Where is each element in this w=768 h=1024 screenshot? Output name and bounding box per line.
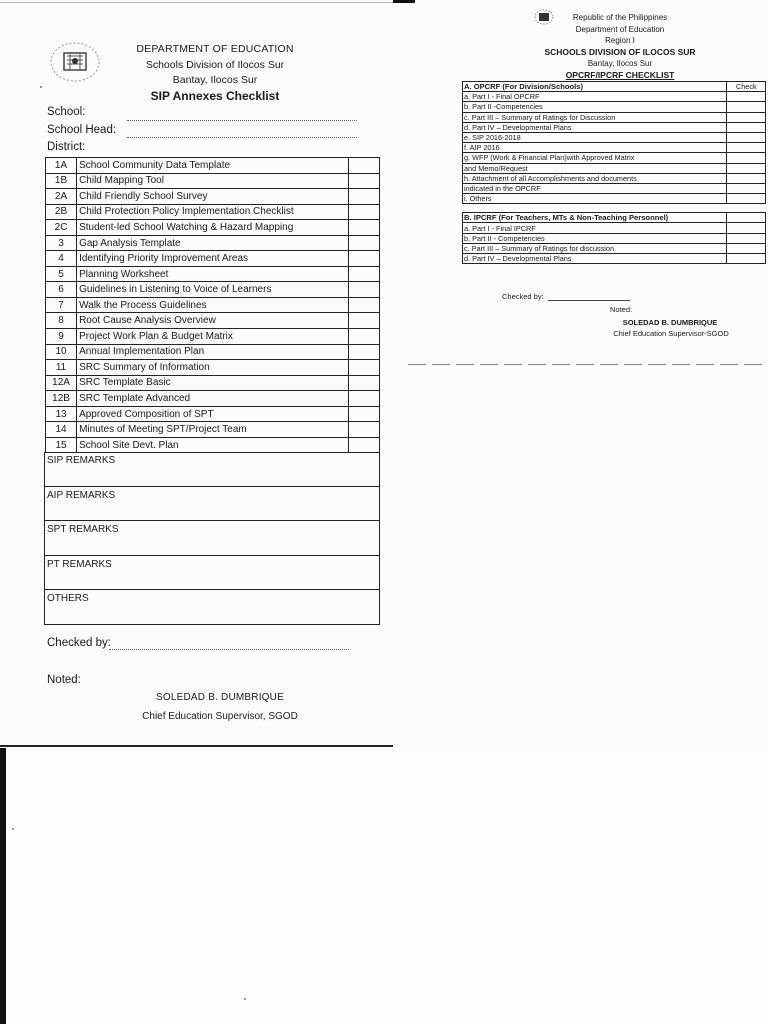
check-cell[interactable] xyxy=(726,132,765,142)
check-cell[interactable] xyxy=(726,143,765,153)
annex-check-cell[interactable] xyxy=(348,297,379,313)
region-name: Region I xyxy=(605,36,635,45)
check-cell[interactable] xyxy=(726,223,765,233)
annex-check-cell[interactable] xyxy=(348,282,379,298)
remarks-box xyxy=(44,521,380,556)
school-head-field xyxy=(47,124,116,136)
annex-code: 2B xyxy=(46,204,77,220)
annex-label: Root Cause Analysis Overview xyxy=(77,313,349,329)
annex-check-cell[interactable] xyxy=(348,204,379,220)
annex-label: School Community Data Template xyxy=(77,158,349,174)
annex-label: Child Friendly School Survey xyxy=(77,189,349,205)
annex-row xyxy=(46,158,380,174)
checklist-item: d. Part IV – Developmental Plans xyxy=(463,122,727,132)
annex-row xyxy=(46,313,380,329)
checklist-row xyxy=(463,173,766,183)
annex-check-cell[interactable] xyxy=(348,406,379,422)
section-gap xyxy=(463,204,766,213)
checklist-row xyxy=(463,143,766,153)
checklist-row xyxy=(463,153,766,163)
checklist-item: d. Part IV – Developmental Plans xyxy=(463,254,727,264)
school-head-label: School Head: xyxy=(47,124,117,136)
checklist-item: and Memo/Request xyxy=(463,163,727,173)
section-title: B. IPCRF (For Teachers, MTs & Non-Teaching Personnel) xyxy=(463,213,727,223)
annex-check-cell[interactable] xyxy=(348,251,379,267)
check-cell[interactable] xyxy=(726,122,765,132)
annex-check-cell[interactable] xyxy=(348,437,379,453)
annex-row xyxy=(46,266,380,282)
checked-by-line xyxy=(109,649,349,650)
annex-code: 1B xyxy=(46,173,77,189)
check-cell[interactable] xyxy=(726,163,765,173)
check-cell[interactable] xyxy=(726,173,765,183)
annex-code: 7 xyxy=(46,297,77,313)
annex-check-cell[interactable] xyxy=(348,220,379,236)
annex-row xyxy=(46,391,380,407)
checklist-item: e. SIP 2016-2018 xyxy=(463,132,727,142)
check-cell[interactable] xyxy=(726,233,765,243)
annex-code: 2A xyxy=(46,189,77,205)
check-cell[interactable] xyxy=(726,243,765,253)
annex-check-cell[interactable] xyxy=(348,344,379,360)
annex-check-cell[interactable] xyxy=(348,189,379,205)
page-cut-line xyxy=(408,364,768,365)
noted-label: Noted: xyxy=(47,674,81,686)
annex-label: Identifying Priority Improvement Areas xyxy=(77,251,349,267)
annex-label: Approved Composition of SPT xyxy=(77,406,349,422)
check-cell[interactable] xyxy=(726,92,765,102)
annex-code: 3 xyxy=(46,235,77,251)
division-location: Bantay, Ilocos Sur xyxy=(172,74,258,86)
checklist-row xyxy=(463,132,766,142)
checklist-row xyxy=(463,112,766,122)
signatory-name: SOLEDAD B. DUMBRIQUE xyxy=(622,318,718,327)
check-cell: Check xyxy=(726,82,765,92)
school-line xyxy=(127,120,357,121)
checked-by-label: Checked by: xyxy=(502,292,544,301)
remarks-section xyxy=(44,452,380,625)
section-row xyxy=(463,213,766,223)
check-cell[interactable] xyxy=(726,254,765,264)
district-label: District: xyxy=(47,141,86,153)
deped-seal-icon xyxy=(48,40,102,84)
annex-label: Gap Analysis Template xyxy=(77,235,349,251)
checked-by xyxy=(47,637,111,649)
annex-code: 13 xyxy=(46,406,77,422)
annex-check-cell[interactable] xyxy=(348,375,379,391)
signatory-title: Chief Education Supervisor, SGOD xyxy=(142,711,298,722)
annex-code: 2C xyxy=(46,220,77,236)
annex-code: 8 xyxy=(46,313,77,329)
annex-row xyxy=(46,360,380,376)
annex-check-cell[interactable] xyxy=(348,422,379,438)
check-cell[interactable] xyxy=(726,183,765,193)
scan-speck xyxy=(40,86,42,88)
annex-code: 4 xyxy=(46,251,77,267)
checklist-item: g. WFP (Work & Financial Plan)with Approved Matrix xyxy=(463,153,727,163)
annex-check-cell[interactable] xyxy=(348,173,379,189)
annex-row xyxy=(46,173,380,189)
annex-check-cell[interactable] xyxy=(348,391,379,407)
page-bottom-edge xyxy=(0,745,393,747)
scan-speck xyxy=(244,998,246,1000)
checklist-row xyxy=(463,223,766,233)
checklist-item: c. Part III – Summary of Ratings for discussion xyxy=(463,243,727,253)
signatory-name: SOLEDAD B. DUMBRIQUE xyxy=(156,692,284,703)
checklist-row xyxy=(463,122,766,132)
annex-label: SRC Template Advanced xyxy=(77,391,349,407)
annexes-table xyxy=(45,157,380,453)
section-row xyxy=(463,82,766,92)
annex-code: 12A xyxy=(46,375,77,391)
scan-background xyxy=(0,746,768,1024)
school-label: School: xyxy=(47,106,86,118)
annex-code: 1A xyxy=(46,158,77,174)
remarks-label: PT REMARKS xyxy=(47,558,112,570)
annex-code: 15 xyxy=(46,437,77,453)
annex-check-cell[interactable] xyxy=(348,313,379,329)
annex-row xyxy=(46,189,380,205)
checked-by-label: Checked by: xyxy=(47,637,111,649)
signatory-title: Chief Education Supervisor-SGOD xyxy=(613,329,729,338)
school-head-line xyxy=(127,137,357,138)
annex-code: 5 xyxy=(46,266,77,282)
annex-label: Annual Implementation Plan xyxy=(77,344,349,360)
noted-label: Noted: xyxy=(610,305,633,314)
annex-label: Student-led School Watching & Hazard Mapping xyxy=(77,220,349,236)
annex-row xyxy=(46,251,380,267)
division-name: Schools Division of Ilocos Sur xyxy=(145,59,285,71)
annex-label: Child Protection Policy Implementation Checklist xyxy=(77,204,349,220)
checklist-item: b. Part II - Competencies xyxy=(463,233,727,243)
check-cell[interactable] xyxy=(726,102,765,112)
remarks-box xyxy=(44,487,380,522)
agency-name: DEPARTMENT OF EDUCATION xyxy=(136,43,294,55)
section-title: A. OPCRF (For Division/Schools) xyxy=(463,82,727,92)
annex-row xyxy=(46,204,380,220)
checklist-row xyxy=(463,233,766,243)
checked-by xyxy=(502,292,544,301)
checklist-item: b. Part II -Competencies xyxy=(463,102,727,112)
annex-check-cell[interactable] xyxy=(348,158,379,174)
annex-label: Planning Worksheet xyxy=(77,266,349,282)
annex-label: School Site Devt. Plan xyxy=(77,437,349,453)
checklist-row xyxy=(463,254,766,264)
annex-check-cell[interactable] xyxy=(348,235,379,251)
remarks-label: AIP REMARKS xyxy=(47,489,116,501)
gap-cell xyxy=(463,204,727,213)
district-field xyxy=(47,141,85,153)
annex-row xyxy=(46,437,380,453)
scan-speck xyxy=(12,828,14,830)
annex-label: SRC Summary of Information xyxy=(77,360,349,376)
page-title: SIP Annexes Checklist xyxy=(150,89,280,103)
checklist-item: a. Part I - Final IPCRF xyxy=(463,223,727,233)
annex-row xyxy=(46,297,380,313)
annex-check-cell[interactable] xyxy=(348,266,379,282)
annex-label: Minutes of Meeting SPT/Project Team xyxy=(77,422,349,438)
checklist-item: i. Others xyxy=(463,194,727,204)
remarks-label: SIP REMARKS xyxy=(47,455,116,466)
department-name: Department of Education xyxy=(575,25,665,34)
checked-by-line xyxy=(548,300,630,301)
annex-label: SRC Template Basic xyxy=(77,375,349,391)
annex-code: 6 xyxy=(46,282,77,298)
check-cell[interactable] xyxy=(726,112,765,122)
checklist-row xyxy=(463,194,766,204)
annex-code: 14 xyxy=(46,422,77,438)
republic-name: Republic of the Philippines xyxy=(572,13,668,22)
annex-check-cell[interactable] xyxy=(348,360,379,376)
annex-label: Guidelines in Listening to Voice of Learners xyxy=(77,282,349,298)
checklist-item: f. AIP 2016 xyxy=(463,143,727,153)
checklist-row xyxy=(463,183,766,193)
annex-row xyxy=(46,282,380,298)
gap-cell xyxy=(726,204,765,213)
checklist-row xyxy=(463,92,766,102)
remarks-label: OTHERS xyxy=(47,593,89,605)
checklist-item: c. Part III – Summary of Ratings for Discussion xyxy=(463,112,727,122)
remarks-label: SPT REMARKS xyxy=(47,524,119,536)
annex-row xyxy=(46,235,380,251)
annex-row xyxy=(46,406,380,422)
checklist-title: OPCRF/IPCRF CHECKLIST xyxy=(565,70,675,80)
annex-code: 10 xyxy=(46,344,77,360)
annex-check-cell[interactable] xyxy=(348,329,379,345)
scan-top-line xyxy=(0,2,393,3)
school-field xyxy=(47,106,85,118)
checklist-row xyxy=(463,243,766,253)
scan-edge-shadow xyxy=(0,748,6,1024)
annex-code: 12B xyxy=(46,391,77,407)
annex-code: 9 xyxy=(46,329,77,345)
remarks-box xyxy=(44,556,380,591)
division-name: SCHOOLS DIVISION OF ILOCOS SUR xyxy=(544,47,696,57)
remarks-box xyxy=(44,452,380,487)
check-cell[interactable] xyxy=(726,194,765,204)
scan-edge-top xyxy=(393,0,415,3)
checklist-item: h. Attachment of all Accomplishments and documents xyxy=(463,173,727,183)
remarks-box xyxy=(44,590,380,625)
annex-label: Walk the Process Guidelines xyxy=(77,297,349,313)
checklist-row xyxy=(463,163,766,173)
annex-code: 11 xyxy=(46,360,77,376)
check-cell[interactable] xyxy=(726,153,765,163)
annex-label: Project Work Plan & Budget Matrix xyxy=(77,329,349,345)
checklist-item: a. Part I - Final OPCRF xyxy=(463,92,727,102)
division-location: Bantay, Ilocos Sur xyxy=(587,59,653,68)
annex-row xyxy=(46,375,380,391)
opcrf-table xyxy=(462,81,766,264)
checklist-item: indicated in the OPCRF xyxy=(463,183,727,193)
checklist-row xyxy=(463,102,766,112)
annex-label: Child Mapping Tool xyxy=(77,173,349,189)
check-cell[interactable] xyxy=(726,213,765,223)
annex-row xyxy=(46,344,380,360)
annex-row xyxy=(46,220,380,236)
annex-row xyxy=(46,422,380,438)
annex-row xyxy=(46,329,380,345)
